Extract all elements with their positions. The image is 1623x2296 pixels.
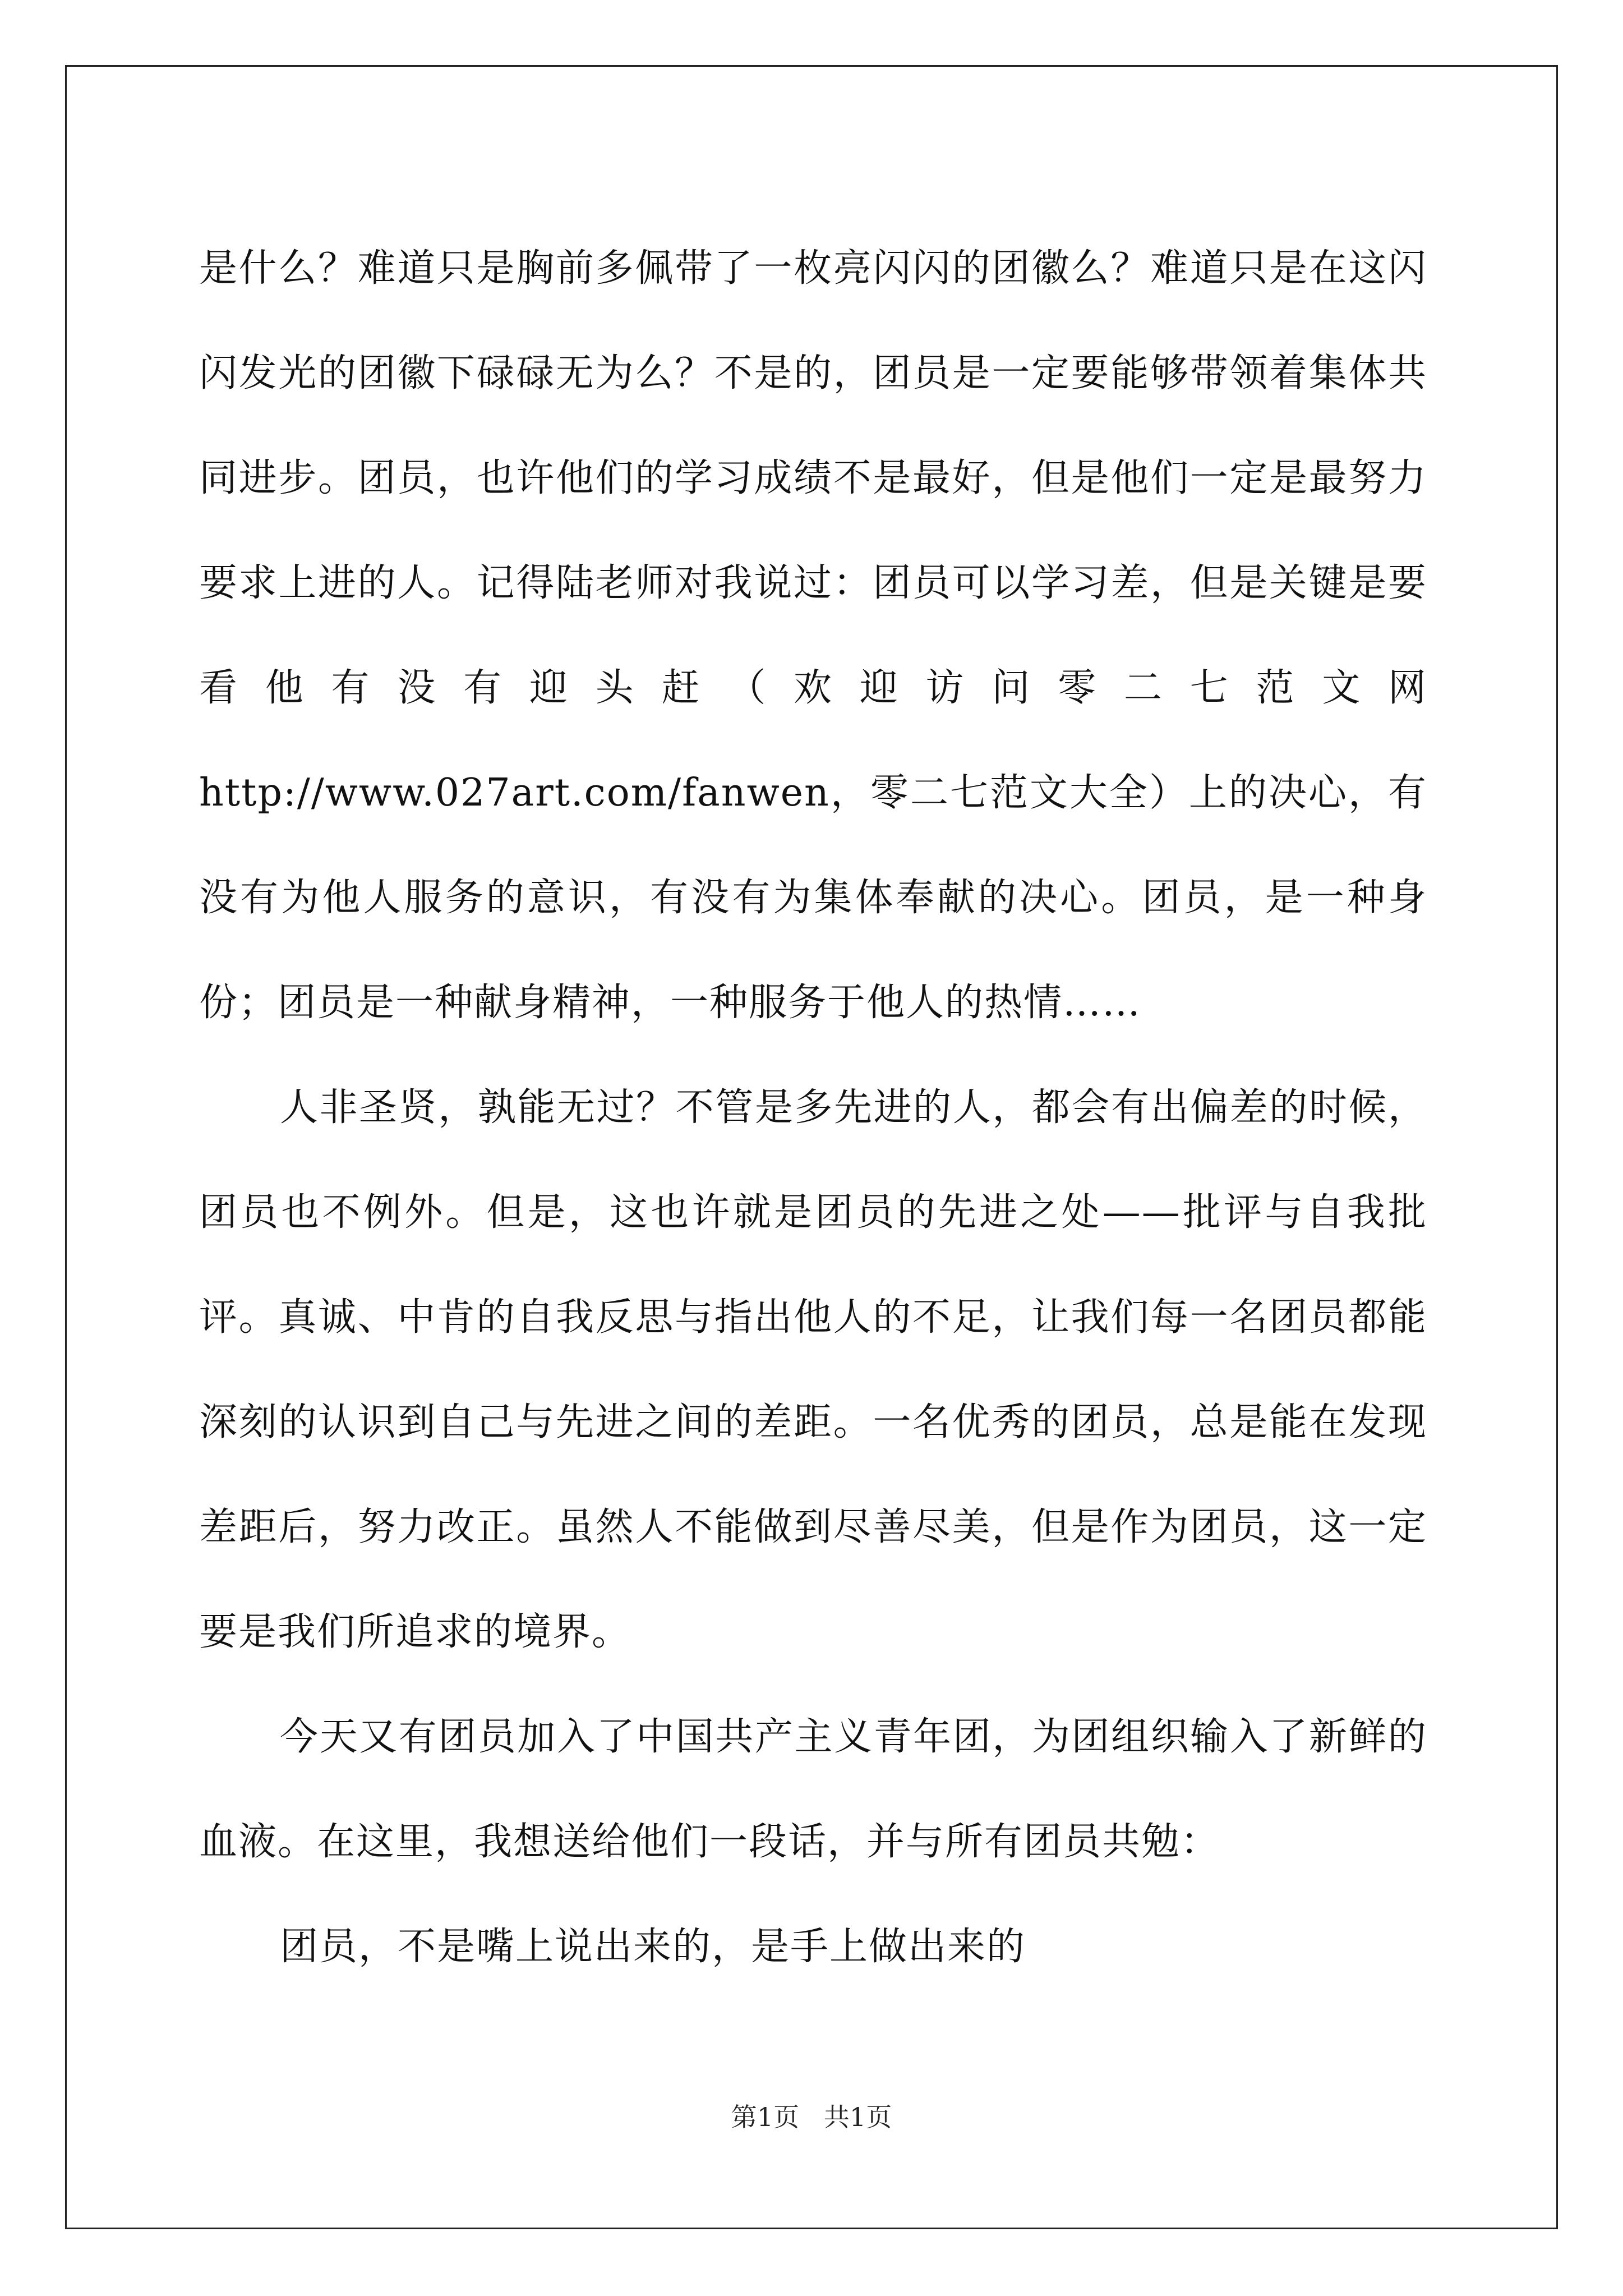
paragraph-self-criticism: 人非圣贤，孰能无过？不管是多先进的人，都会有出偏差的时候，团员也不例外。但是，这也许就是团员的先进之处——批评与自我批评。真诚、中肯的自我反思与指出他人的不足，让我们每一名团员都能深刻的认识到自己与先进之间的差距。一名优秀的团员，总是能在发现差距后，努力改正。虽然人不能做到尽善尽美，但是作为团员，这一定要是我们所追求的境界。 (199, 1085, 1427, 1654)
paragraph-continuation: 是什么？难道只是胸前多佩带了一枚亮闪闪的团徽么？难道只是在这闪闪发光的团徽下碌碌无为么？不是的，团员是一定要能够带领着集体共同进步。团员，也许他们的学习成绩不是最好，但是他们一定是最努力要求上进的人。记得陆老师对我说过：团员可以学习差，但是关键是要看他有没有迎头赶（欢迎访问零二七范文网http://www.027art.com/fanwen，零二七范文大全）上的决心，有没有为他人服务的意识，有没有为集体奉献的决心。团员，是一种身份；团员是一种献身精神，一种服务于他人的热情…… (199, 246, 1427, 1025)
paragraph-closing-motto: 团员，不是嘴上说出来的，是手上做出来的 (280, 1925, 1026, 1969)
document-body (199, 216, 1427, 1999)
page-number-footer: 第1页 共1页 (731, 2102, 892, 2132)
paragraph-new-members: 今天又有团员加入了中国共产主义青年团，为团组织输入了新鲜的血液。在这里，我想送给他们一段话，并与所有团员共勉： (199, 1715, 1427, 1864)
